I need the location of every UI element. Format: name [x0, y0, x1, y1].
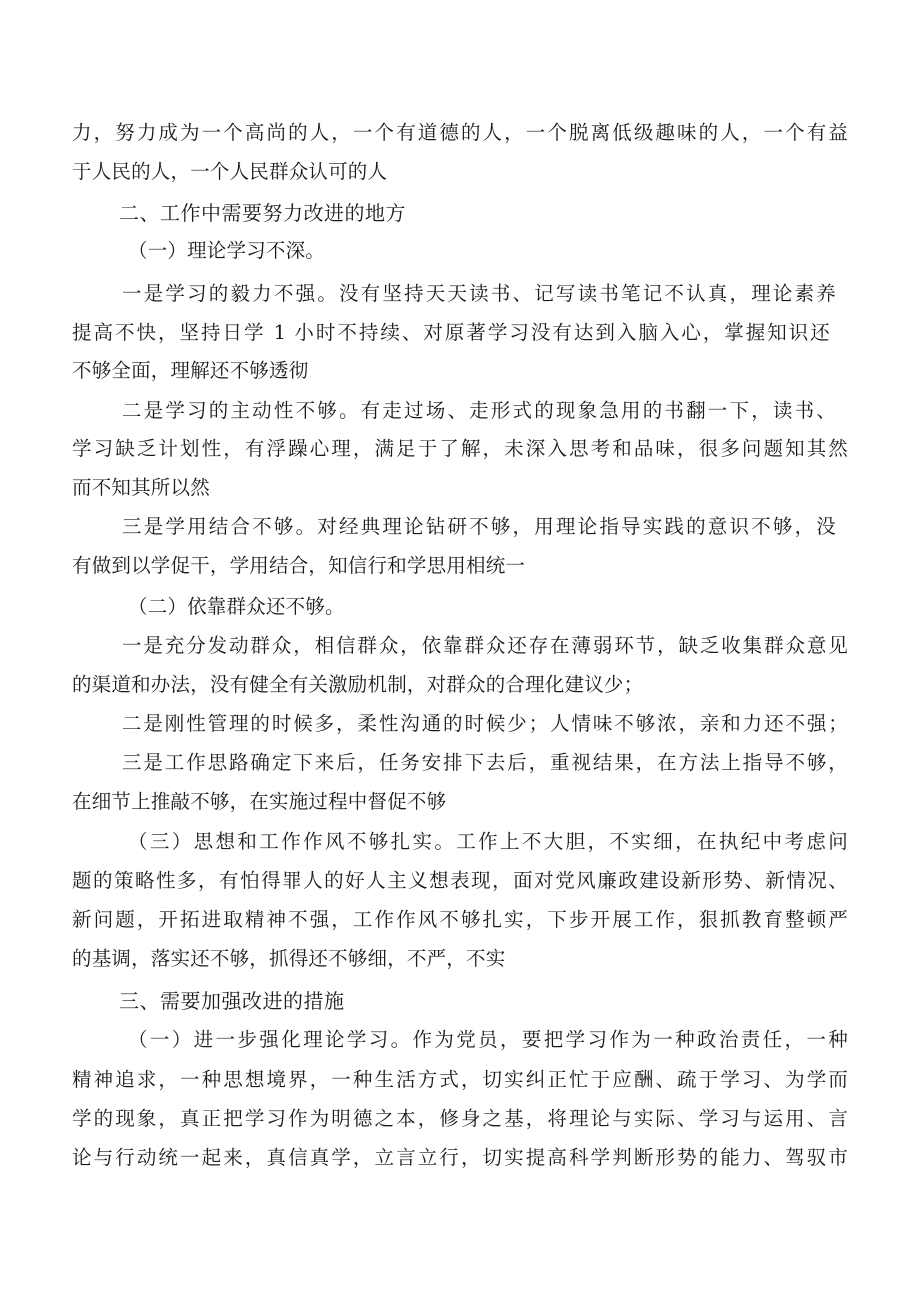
paragraph-line: 论与行动统一起来，真信真学，立言立行，切实提高科学判断形势的能力、驾驭市 [72, 1146, 848, 1169]
section-heading: 二、工作中需要努力改进的地方 [119, 201, 406, 225]
paragraph-line: 二是学习的主动性不够。有走过场、走形式的现象急用的书翻一下，读书、 [122, 399, 836, 422]
paragraph-line: 力，努力成为一个高尚的人，一个有道德的人，一个脱离低级趣味的人，一个有益 [72, 121, 848, 144]
paragraph-line: 而不知其所以然 [72, 476, 210, 499]
paragraph-line: 一是学习的毅力不强。没有坚持天天读书、记写读书笔记不认真，理论素养 [122, 282, 836, 305]
subsection-heading: （一）理论学习不深。 [128, 239, 326, 262]
paragraph-line: 在细节上推敲不够，在实施过程中督促不够 [72, 790, 447, 813]
paragraph-line: 二是刚性管理的时候多，柔性沟通的时候少；人情味不够浓，亲和力还不强； [122, 712, 848, 735]
paragraph-line: 学习缺乏计划性，有浮躁心理，满足于了解，未深入思考和品味，很多问题知其然 [72, 437, 848, 460]
paragraph-line: 于人民的人，一个人民群众认可的人 [72, 160, 388, 183]
paragraph-line: 一是充分发动群众，相信群众，依靠群众还存在薄弱环节，缺乏收集群众意见 [122, 634, 848, 657]
paragraph-line: 学的现象，真正把学习作为明德之本，修身之基，将理论与实际、学习与运用、言 [72, 1107, 848, 1130]
paragraph-line: 新问题，开拓进取精神不强，工作作风不够扎实，下步开展工作，狠抓教育整顿严 [72, 908, 848, 931]
paragraph-line: 的渠道和办法，没有健全有关激励机制，对群众的合理化建议少； [72, 673, 644, 696]
paragraph-line: （一）进一步强化理论学习。作为党员，要把学习作为一种政治责任，一种 [128, 1028, 848, 1051]
paragraph-line: 的基调，落实还不够，抓得还不够细，不严，不实 [72, 947, 506, 970]
paragraph-line: 三是学用结合不够。对经典理论钻研不够，用理论指导实践的意识不够，没 [122, 515, 836, 538]
paragraph-line: 不够全面，理解还不够透彻 [72, 359, 309, 382]
paragraph-line: 题的策略性多，有怕得罪人的好人主义想表现，面对党风廉政建设新形势、新情况、 [72, 869, 848, 892]
paragraph-line: （三）思想和工作作风不够扎实。工作上不大胆，不实细，在执纪中考虑问 [128, 830, 848, 853]
paragraph-line: 三是工作思路确定下来后，任务安排下去后，重视结果，在方法上指导不够， [122, 751, 848, 774]
section-heading: 三、需要加强改进的措施 [119, 989, 345, 1013]
paragraph-line: 精神追求，一种思想境界，一种生活方式，切实纠正忙于应酬、疏于学习、为学而 [72, 1068, 848, 1091]
paragraph-line: 提高不快，坚持日学 1 小时不持续、对原著学习没有达到入脑入心，掌握知识还 [72, 321, 830, 344]
paragraph-line: 有做到以学促干，学用结合，知信行和学思用相统一 [72, 554, 526, 577]
subsection-heading: （二）依靠群众还不够。 [128, 595, 345, 618]
